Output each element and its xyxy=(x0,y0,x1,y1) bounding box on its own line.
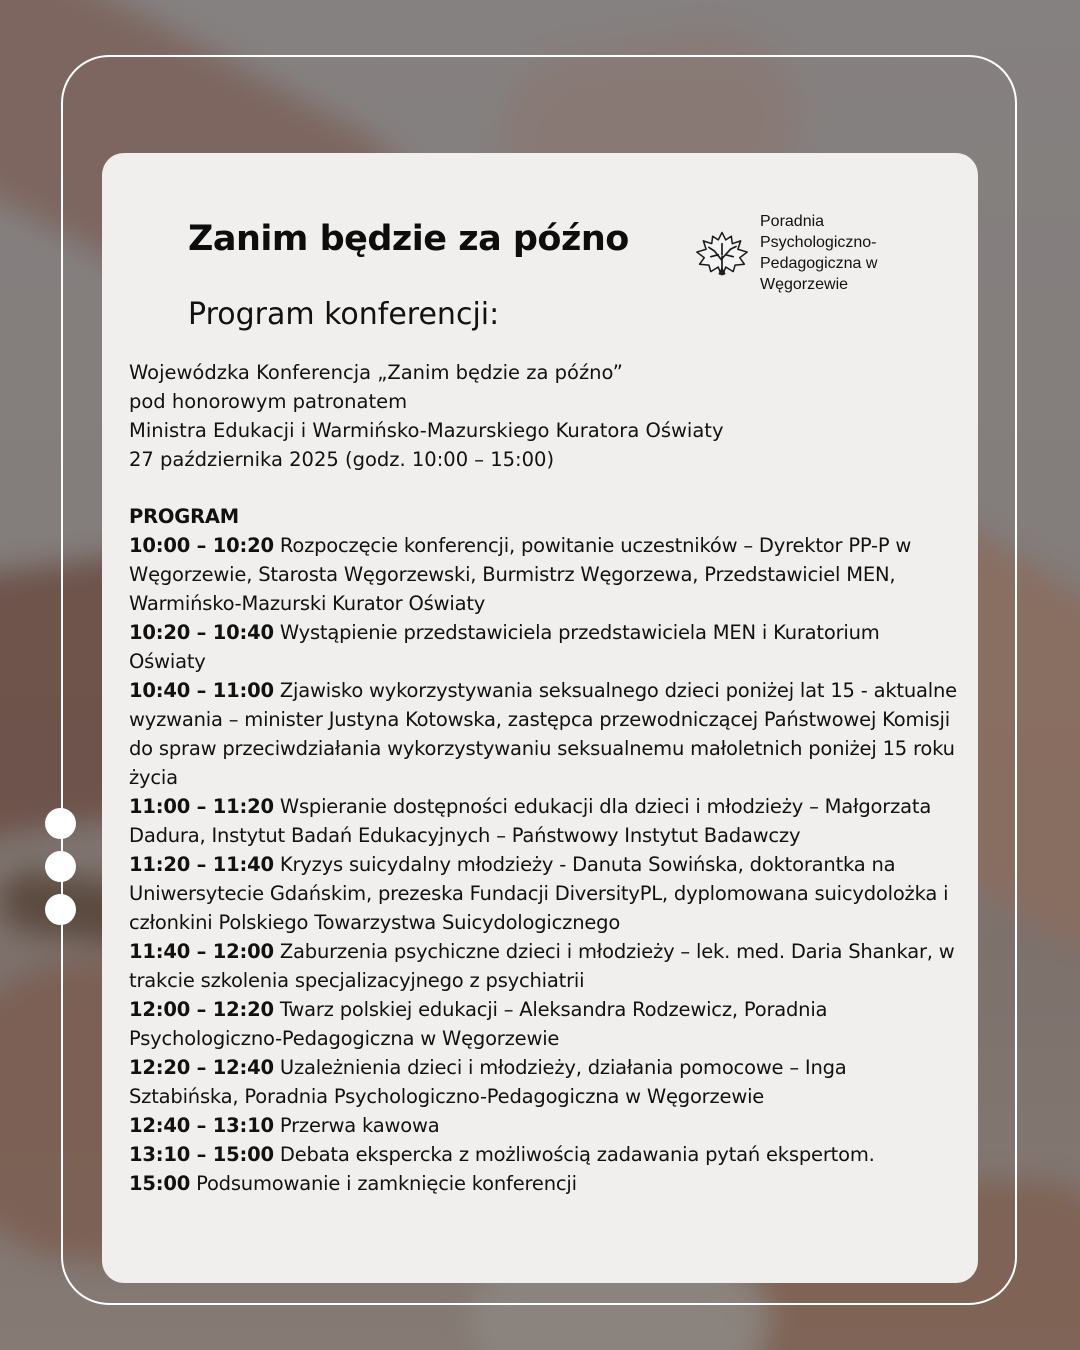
maple-leaf-tree-icon xyxy=(694,228,750,278)
program-item-text: Przerwa kawowa xyxy=(279,1114,440,1137)
program-item-time: 11:20 – 11:40 xyxy=(129,853,274,876)
program-item xyxy=(129,1140,959,1169)
program-heading: PROGRAM xyxy=(129,505,240,528)
program-item-time: 12:20 – 12:40 xyxy=(129,1056,274,1079)
program-item xyxy=(129,618,959,676)
program-item-time: 12:00 – 12:20 xyxy=(129,998,274,1021)
program-item-text: Zaburzenia psychiczne dzieci i młodzieży – lek. med. Daria Shankar, w trakcie szkolenia specjalizacyjnego z psychiatrii xyxy=(129,940,955,992)
program-item-text: Podsumowanie i zamknięcie konferencji xyxy=(196,1172,577,1195)
intro-line: Ministra Edukacji i Warmińsko-Mazurskiego Kuratora Oświaty xyxy=(129,419,724,442)
program-item xyxy=(129,792,959,850)
program-list xyxy=(129,502,959,1198)
program-item xyxy=(129,937,959,995)
organization-name xyxy=(760,211,877,295)
program-item-text: Debata ekspercka z możliwością zadawania pytań ekspertom. xyxy=(279,1143,875,1166)
program-item xyxy=(129,531,959,618)
intro-line: 27 października 2025 (godz. 10:00 – 15:00) xyxy=(129,448,555,471)
program-item-text: Wystąpienie przedstawiciela przedstawiciela MEN i Kuratorium Oświaty xyxy=(129,621,880,673)
program-item-time: 11:00 – 11:20 xyxy=(129,795,274,818)
dot-icon xyxy=(45,894,76,925)
content-card xyxy=(102,153,978,1283)
organization-name-line: Poradnia xyxy=(760,213,825,230)
program-item-time: 15:00 xyxy=(129,1172,191,1195)
intro-line: Wojewódzka Konferencja „Zanim będzie za późno” xyxy=(129,361,623,384)
program-item-time: 12:40 – 13:10 xyxy=(129,1114,274,1137)
organization-name-line: Psychologiczno- xyxy=(760,234,877,251)
dot-icon xyxy=(45,851,76,882)
intro-line: pod honorowym patronatem xyxy=(129,390,408,413)
program-item-time: 10:00 – 10:20 xyxy=(129,534,274,557)
program-item-time: 11:40 – 12:00 xyxy=(129,940,274,963)
program-item xyxy=(129,995,959,1053)
program-item-text: Zjawisko wykorzystywania seksualnego dzieci poniżej lat 15 - aktualne wyzwania – minister Justyna Kotowska, zastępca przewodniczącej Państwowej Komisji do spraw przeciwdziałania wykorzystywaniu seksualnemu małoletnich poniżej 15 roku życia xyxy=(129,679,957,789)
program-item-time: 10:40 – 11:00 xyxy=(129,679,274,702)
program-item-time: 13:10 – 15:00 xyxy=(129,1143,274,1166)
organization-name-line: Pedagogiczna w xyxy=(760,255,878,272)
program-item xyxy=(129,850,959,937)
decorative-dots xyxy=(45,808,77,937)
program-item xyxy=(129,1169,959,1198)
conference-intro xyxy=(129,358,949,474)
program-item-text: Wspieranie dostępności edukacji dla dzieci i młodzieży – Małgorzata Dadura, Instytut Badań Edukacyjnych – Państwowy Instytut Badawczy xyxy=(129,795,932,847)
page-subtitle: Program konferencji: xyxy=(188,297,500,332)
page-title: Zanim będzie za późno xyxy=(188,219,629,259)
organization-name-line: Węgorzewie xyxy=(760,276,849,293)
program-item-text: Uzależnienia dzieci i młodzieży, działania pomocowe – Inga Sztabińska, Poradnia Psychologiczno-Pedagogiczna w Węgorzewie xyxy=(129,1056,847,1108)
program-item-text: Kryzys suicydalny młodzieży - Danuta Sowińska, doktorantka na Uniwersytecie Gdańskim, prezeska Fundacji DiversityPL, dyplomowana suicydolożka i członkini Polskiego Towarzystwa Suicydologicznego xyxy=(129,853,949,934)
program-item-text: Rozpoczęcie konferencji, powitanie uczestników – Dyrektor PP-P w Węgorzewie, Starosta Węgorzewski, Burmistrz Węgorzewa, Przedstawiciel MEN, Warmińsko-Mazurski Kurator Oświaty xyxy=(129,534,912,615)
program-item-time: 10:20 – 10:40 xyxy=(129,621,274,644)
organization-logo xyxy=(694,211,877,295)
program-item-text: Twarz polskiej edukacji – Aleksandra Rodzewicz, Poradnia Psychologiczno-Pedagogiczna w Węgorzewie xyxy=(129,998,828,1050)
program-item xyxy=(129,1111,959,1140)
program-item xyxy=(129,1053,959,1111)
dot-icon xyxy=(45,808,76,839)
program-item xyxy=(129,676,959,792)
